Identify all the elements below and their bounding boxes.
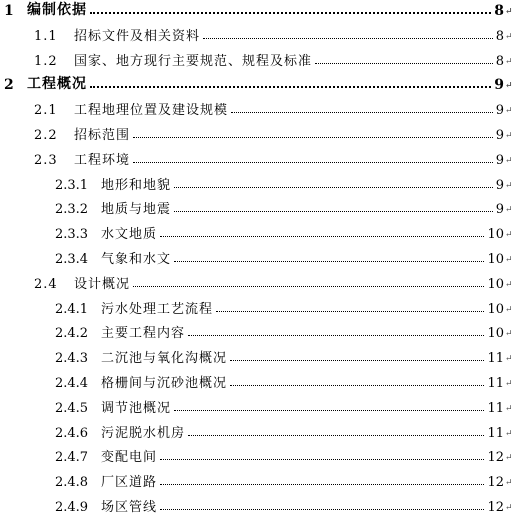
toc-entry[interactable] <box>0 217 518 242</box>
toc-entry-title: 编制依据 <box>27 2 87 18</box>
toc-entry-title: 工程环境 <box>74 152 131 168</box>
toc-entry-page-number: 12 <box>487 450 504 466</box>
dot-leader <box>90 11 491 14</box>
paragraph-mark-icon: ↵ <box>505 31 513 42</box>
toc-entry-page-number: 11 <box>487 425 504 441</box>
toc-entry-title: 设计概况 <box>74 276 131 292</box>
paragraph-mark-icon: ↵ <box>505 155 513 166</box>
toc-entry-number: 2.4.8 <box>55 475 89 491</box>
toc-entry-number: 1.2 <box>34 53 58 69</box>
toc-entry-number: 2 <box>4 77 14 94</box>
paragraph-mark-icon: ↵ <box>505 230 513 241</box>
paragraph-mark-icon: ↵ <box>505 428 513 439</box>
toc-entry-number: 1.1 <box>34 28 58 44</box>
dot-leader <box>231 111 493 113</box>
toc-entry[interactable] <box>0 267 518 292</box>
toc-entry-number: 2.3.4 <box>55 252 89 267</box>
toc-entry-page-number: 9 <box>494 77 504 94</box>
toc-entry[interactable] <box>0 44 518 69</box>
toc-entry[interactable] <box>0 143 518 168</box>
toc-entry-number: 2.4.7 <box>55 450 89 466</box>
toc-entry-number: 2.4 <box>34 276 58 292</box>
toc-entry-title: 污水处理工艺流程 <box>101 301 214 317</box>
dot-leader <box>315 62 493 64</box>
paragraph-mark-icon: ↵ <box>505 279 513 290</box>
toc-entry[interactable] <box>0 366 518 391</box>
paragraph-mark-icon: ↵ <box>505 106 513 117</box>
paragraph-mark-icon: ↵ <box>505 329 513 340</box>
dot-leader <box>174 186 493 188</box>
toc-entry[interactable] <box>0 118 518 143</box>
toc-entry[interactable] <box>0 416 518 441</box>
toc-entry-number: 2.4.5 <box>55 400 89 416</box>
toc-entry-page-number: 8 <box>495 53 504 69</box>
toc-entry-number: 2.4.4 <box>55 376 89 391</box>
toc-entry-title: 气象和水文 <box>101 252 172 267</box>
paragraph-mark-icon: ↵ <box>505 56 513 67</box>
toc-entry-title: 招标范围 <box>74 128 131 143</box>
toc-entry-page-number: 12 <box>487 500 504 515</box>
toc-entry-title: 场区管线 <box>101 500 158 515</box>
paragraph-mark-icon: ↵ <box>505 7 513 17</box>
toc-entry[interactable] <box>0 192 518 217</box>
toc-entry-page-number: 9 <box>495 152 504 168</box>
toc-entry-title: 工程概况 <box>27 76 87 93</box>
toc-entry[interactable] <box>0 19 518 44</box>
toc-entry[interactable] <box>0 168 518 193</box>
toc-entry-page-number: 8 <box>495 28 504 44</box>
dot-leader <box>203 37 493 39</box>
dot-leader <box>174 210 493 212</box>
paragraph-mark-icon: ↵ <box>505 478 513 489</box>
dot-leader <box>133 161 493 163</box>
toc-entry-page-number: 9 <box>495 177 504 193</box>
toc-entry-title: 地形和地貌 <box>101 177 172 193</box>
toc-entry-page-number: 10 <box>487 276 504 292</box>
paragraph-mark-icon: ↵ <box>505 503 513 513</box>
paragraph-mark-icon: ↵ <box>505 403 513 414</box>
paragraph-mark-icon: ↵ <box>505 379 513 389</box>
toc-entry-title: 水文地质 <box>101 227 158 243</box>
dot-leader <box>230 359 484 361</box>
toc-entry-title: 污泥脱水机房 <box>101 425 186 441</box>
paragraph-mark-icon: ↵ <box>505 304 513 315</box>
dot-leader <box>133 285 484 287</box>
toc-entry[interactable] <box>0 292 518 317</box>
toc-entry-number: 2.3 <box>34 152 58 168</box>
toc-entry[interactable] <box>0 93 518 118</box>
dot-leader <box>174 260 484 262</box>
toc-entry[interactable] <box>0 440 518 465</box>
paragraph-mark-icon: ↵ <box>505 131 513 141</box>
toc-entry-number: 1 <box>4 3 14 19</box>
toc-entry-title: 厂区道路 <box>101 475 158 491</box>
toc-entry-number: 2.4.1 <box>55 301 89 317</box>
dot-leader <box>160 508 484 510</box>
toc-entry-number: 2.1 <box>34 103 58 119</box>
toc-entry[interactable] <box>0 391 518 416</box>
toc-entry-number: 2.4.9 <box>55 500 89 515</box>
paragraph-mark-icon: ↵ <box>505 453 513 464</box>
toc-entry-number: 2.4.2 <box>55 326 89 342</box>
dot-leader <box>160 483 484 485</box>
toc-entry[interactable] <box>0 68 518 93</box>
toc-entry-page-number: 12 <box>487 475 504 491</box>
toc-entry-page-number: 11 <box>487 400 504 416</box>
paragraph-mark-icon: ↵ <box>505 81 513 92</box>
toc-entry-page-number: 11 <box>487 351 504 367</box>
toc-entry-page-number: 10 <box>487 252 504 267</box>
dot-leader <box>160 458 484 460</box>
paragraph-mark-icon: ↵ <box>505 255 513 265</box>
toc-entry-page-number: 9 <box>495 103 504 119</box>
toc-entry-number: 2.4.3 <box>55 351 89 367</box>
toc-entry-page-number: 8 <box>494 3 504 19</box>
toc-entry-title: 主要工程内容 <box>101 326 186 342</box>
toc-entry-page-number: 10 <box>487 326 504 342</box>
toc-entry-number: 2.3.3 <box>55 227 89 243</box>
toc-entry-page-number: 10 <box>487 227 504 243</box>
dot-leader <box>216 310 484 312</box>
dot-leader <box>188 334 484 336</box>
toc-entry[interactable] <box>0 341 518 366</box>
toc-entry-page-number: 9 <box>495 128 504 143</box>
toc-entry[interactable] <box>0 465 518 490</box>
toc-entry-title: 招标文件及相关资料 <box>74 28 201 44</box>
toc-entry-title: 国家、地方现行主要规范、规程及标准 <box>74 53 313 69</box>
dot-leader <box>188 434 484 436</box>
toc-entry-title: 调节池概况 <box>101 400 172 416</box>
toc-entry[interactable] <box>0 0 518 19</box>
toc-entry-number: 2.4.6 <box>55 425 89 441</box>
dot-leader <box>160 235 484 237</box>
dot-leader <box>90 85 491 88</box>
toc-entry-number: 2.2 <box>34 128 58 143</box>
toc-entry-page-number: 9 <box>495 202 504 218</box>
dot-leader <box>230 384 484 386</box>
paragraph-mark-icon: ↵ <box>505 205 513 216</box>
toc-entry-number: 2.3.1 <box>55 177 89 193</box>
paragraph-mark-icon: ↵ <box>505 180 513 191</box>
toc-entry-title: 二沉池与氧化沟概况 <box>101 351 228 367</box>
toc-entry-title: 工程地理位置及建设规模 <box>74 103 229 119</box>
dot-leader <box>133 136 493 138</box>
paragraph-mark-icon: ↵ <box>505 354 513 365</box>
dot-leader <box>174 409 484 411</box>
toc-entry-title: 格栅间与沉砂池概况 <box>101 376 228 391</box>
toc-entry[interactable] <box>0 316 518 341</box>
toc-entry-title: 变配电间 <box>101 450 158 466</box>
toc-entry-title: 地质与地震 <box>101 202 172 218</box>
toc-entry-number: 2.3.2 <box>55 202 89 218</box>
toc-entry[interactable] <box>0 242 518 267</box>
toc-entry-page-number: 11 <box>487 376 504 391</box>
toc-entry[interactable] <box>0 490 518 515</box>
toc-entry-page-number: 10 <box>487 301 504 317</box>
